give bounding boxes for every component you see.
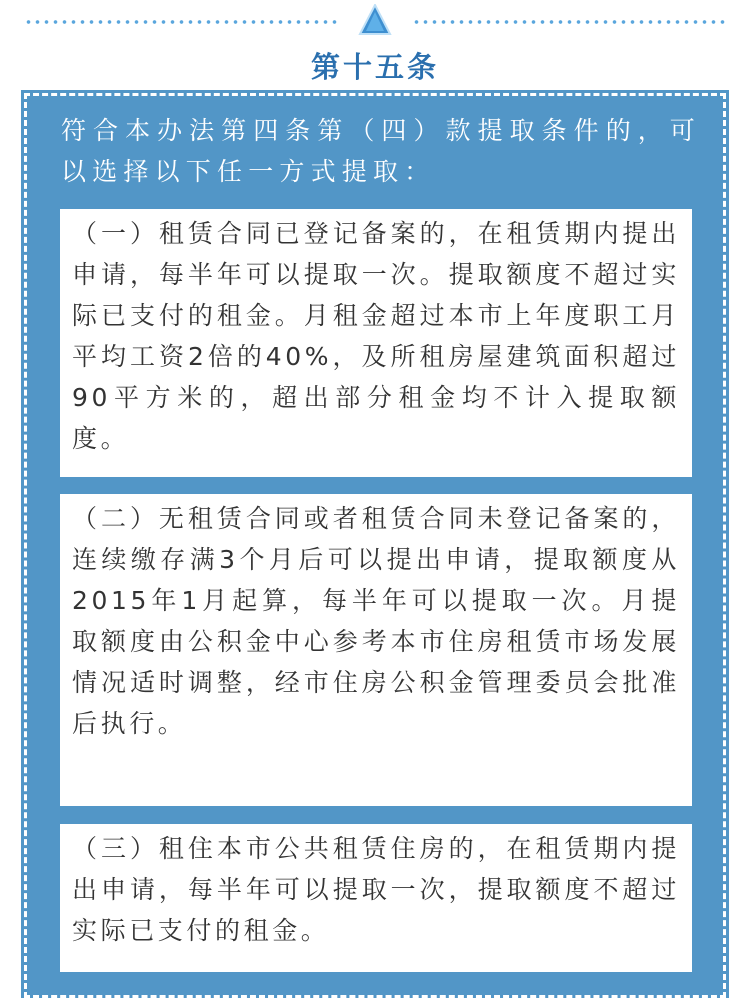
clause-text-3: （三）租住本市公共租赁住房的，在租赁期内提出申请，每半年可以提取一次，提取额度不超过实际已支付的租金。 — [72, 834, 680, 945]
clause-text-2: （二）无租赁合同或者租赁合同未登记备案的，连续缴存满3个月后可以提出申请，提取额度从2015年1月起算，每半年可以提取一次。月提取额度由公积金中心参考本市住房租赁市场发展情况适时调整，经市住房公积金管理委员会批准后执行。 — [72, 504, 680, 738]
dotted-divider-right — [412, 20, 728, 24]
clause-text-1: （一）租赁合同已登记备案的，在租赁期内提出申请，每半年可以提取一次。提取额度不超过实际已支付的租金。月租金超过本市上年度职工月平均工资2倍的40%，及所租房屋建筑面积超过90平方米的，超出部分租金均不计入提取额度。 — [72, 219, 680, 453]
page-title: 第十五条 — [310, 50, 439, 84]
clause-box-3 — [60, 824, 692, 972]
clause-box-2 — [60, 494, 692, 806]
article-intro: 符合本办法第四条第（四）款提取条件的，可以选择以下任一方式提取： — [61, 116, 701, 186]
header — [0, 0, 750, 92]
article-panel — [24, 93, 726, 998]
clause-box-1 — [60, 209, 692, 477]
triangle-icon — [358, 4, 392, 36]
dotted-divider-left — [24, 20, 340, 24]
